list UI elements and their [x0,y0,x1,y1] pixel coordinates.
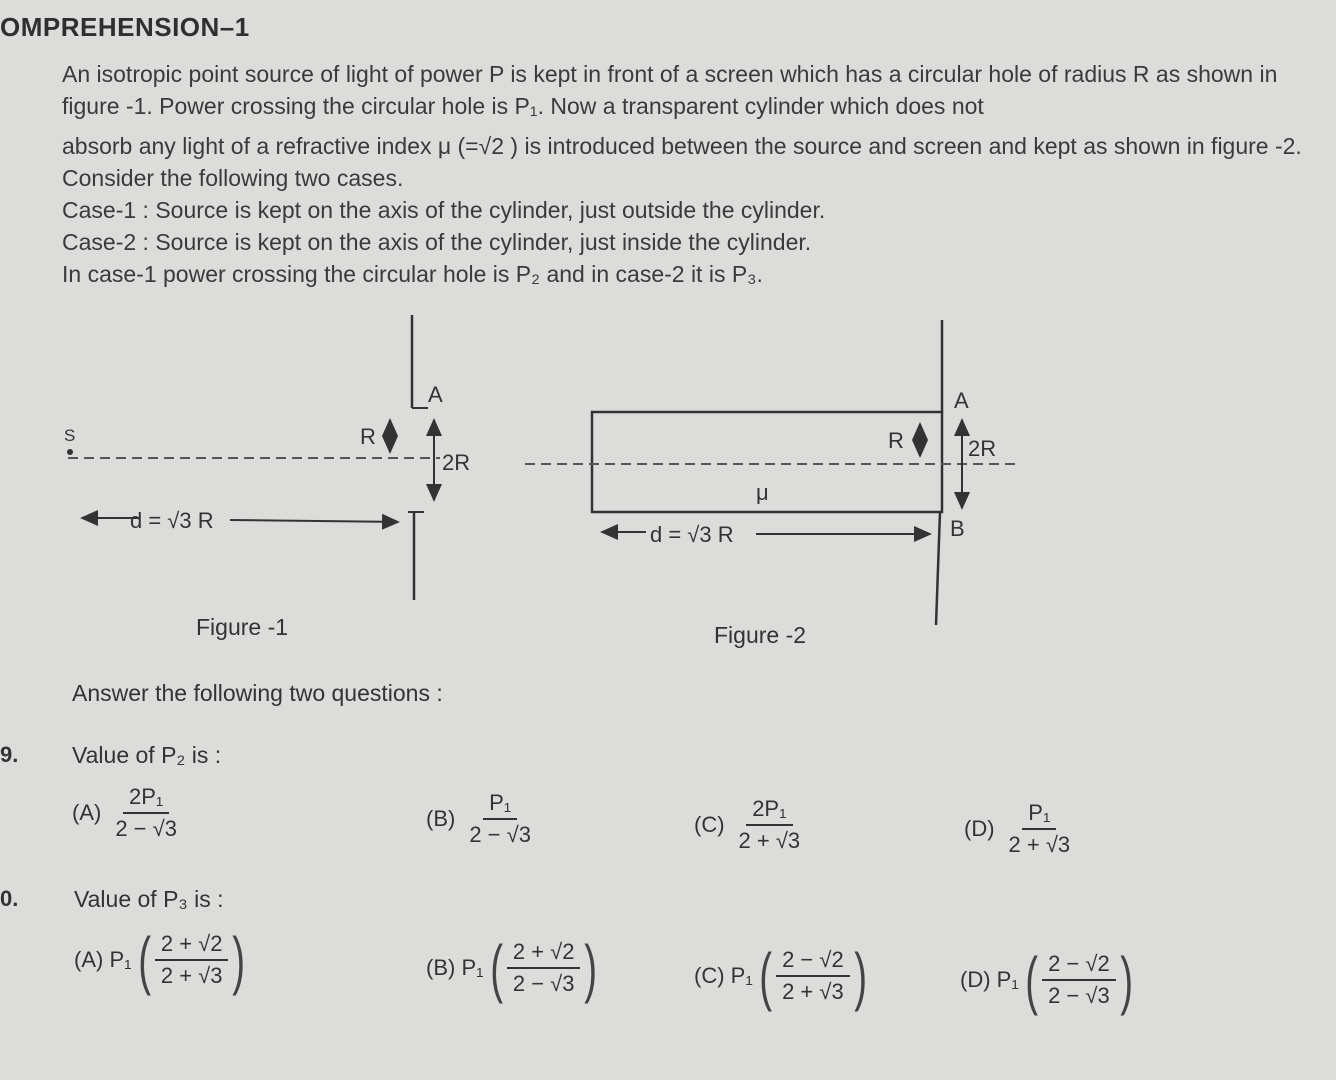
option-label: (C) [694,812,725,837]
option-fraction [155,931,229,989]
option-fraction [1042,951,1116,1009]
left-paren: ( [759,940,772,1012]
passage-line-1: An isotropic point source of light of power P is kept in front of a screen which has a circular hole of radius R as shown in figure -1. Power crossing the circular hole is P₁. Now a transparent cylinder which does not [62,61,1278,119]
option-b[interactable] [426,932,602,1004]
fig1-distance-label: d = √3 R [130,508,214,533]
option-label: (B) [426,806,456,831]
fraction-denominator: 2 + √3 [160,963,223,988]
fraction-denominator: 2 + √3 [738,828,801,853]
question-text: Value of P₃ is : [74,886,224,912]
instruction-text: Answer the following two questions : [72,680,443,706]
option-fraction [507,939,581,997]
fraction-denominator: 2 + √3 [1008,832,1071,857]
fig2-point-a: A [954,388,969,413]
fraction-numerator: 2P₁ [746,796,792,826]
option-d[interactable] [960,944,1137,1016]
left-paren: ( [137,924,151,996]
option-a[interactable] [74,924,250,996]
fraction-denominator: 2 − √3 [469,822,531,847]
fraction-numerator: 2 − √2 [776,947,850,977]
option-label: (D) P₁ [960,967,1019,992]
option-a[interactable] [72,784,183,842]
fraction-denominator: 2 + √3 [782,979,844,1004]
fraction-denominator: 2 − √3 [115,816,177,841]
option-d[interactable] [964,800,1076,858]
passage-line-3: Case-1 : Source is kept on the axis of the cylinder, just outside the cylinder. [62,197,826,223]
fig1-caption: Figure -1 [196,614,289,640]
figure-1 [67,315,440,600]
option-c[interactable] [694,940,871,1012]
left-paren: ( [489,932,503,1004]
fig2-point-b: B [950,516,965,541]
question-number: 0. [0,886,19,911]
fraction-numerator: 2 + √2 [155,931,229,961]
left-paren: ( [1025,944,1038,1016]
fraction-numerator: 2 − √2 [1042,951,1116,981]
comprehension-heading: OMPREHENSION–1 [0,12,250,42]
fraction-denominator: 2 − √3 [1048,983,1110,1008]
option-c[interactable] [694,796,806,854]
option-b[interactable] [426,790,537,848]
fraction-numerator: 2 + √2 [507,939,581,969]
fig2-distance-label: d = √3 R [650,522,734,547]
fig1-source-point [67,449,73,455]
option-label: (C) P₁ [694,963,753,988]
fraction-numerator: P₁ [1022,800,1056,830]
passage-line-4: Case-2 : Source is kept on the axis of the cylinder, just inside the cylinder. [62,229,812,255]
fraction-numerator: 2P₁ [123,784,169,814]
option-fraction [1003,800,1077,858]
option-fraction [733,796,807,854]
fig1-radius-label: R [360,424,376,449]
option-label: (D) [964,816,995,841]
option-label: (B) P₁ [426,955,484,980]
question-text: Value of P₂ is : [72,742,222,768]
fig1-source-label: S [64,426,76,445]
fig1-distance-arrow-right [230,520,398,522]
fig1-point-a: A [428,382,443,407]
option-label: (A) [72,800,102,825]
fig2-radius-label: R [888,428,904,453]
passage-line-2: absorb any light of a refractive index μ (=√2 ) is introduced between the source and screen and kept as shown in figure -2. Consider the following two cases. [62,133,1302,191]
option-fraction [109,784,183,842]
right-paren: ) [232,924,246,996]
fig2-mu-label: μ [756,480,769,505]
fig2-diameter-label: 2R [968,436,997,461]
right-paren: ) [1119,944,1133,1016]
fraction-denominator: 2 − √3 [512,971,575,996]
option-fraction [463,790,537,848]
passage-line-5: In case-1 power crossing the circular hole is P₂ and in case-2 it is P₃. [62,261,763,287]
fig2-caption: Figure -2 [714,622,807,648]
right-paren: ) [584,932,598,1004]
option-label: (A) P₁ [74,947,132,972]
question-number: 9. [0,742,19,767]
fraction-numerator: P₁ [483,790,517,820]
fig1-diameter-label: 2R [442,450,471,475]
figure-2 [525,320,1016,625]
right-paren: ) [853,940,867,1012]
fig2-screen-bottom [936,512,940,625]
option-fraction [776,947,850,1005]
